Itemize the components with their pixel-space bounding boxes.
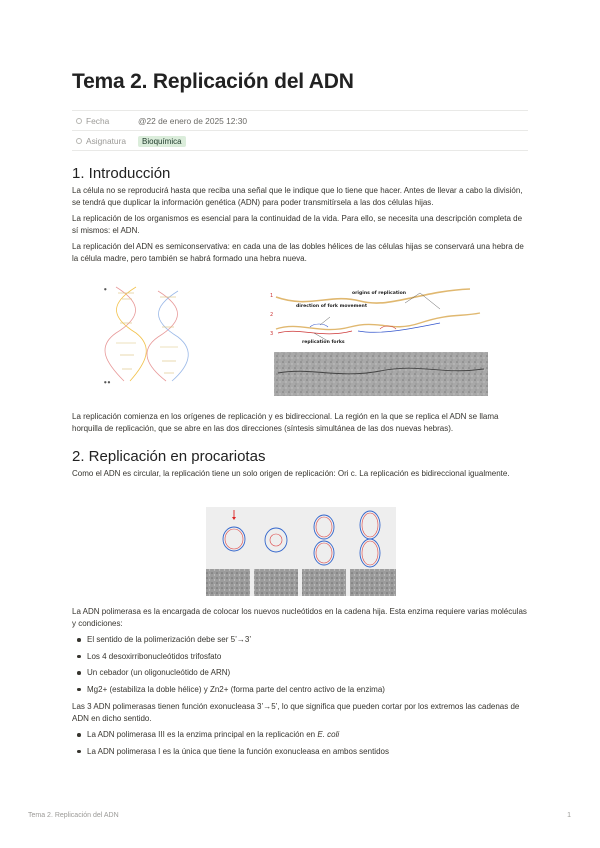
list-item: La ADN polimerasa III es la enzima principal en la replicación en E. coli (72, 729, 528, 746)
property-subject-row[interactable] (72, 130, 528, 151)
list-item: El sentido de la polimerización debe ser 5’→3’ (72, 634, 528, 651)
property-key: Fecha (86, 115, 110, 126)
footer-title: Tema 2. Replicación del ADN (28, 812, 119, 819)
dna-double-helix-image (102, 283, 192, 385)
list-item: Un cebador (un oligonucleótido de ARN) (72, 667, 528, 684)
list-item: La ADN polimerasa I es la única que tiene la función exonucleasa en ambos sentidos (72, 746, 528, 763)
paragraph: Las 3 ADN polimerasas tienen función exonucleasa 3’→5’, lo que significa que pueden cortar por los extremos las cadenas de ADN en dicho sentido. (72, 702, 520, 723)
species-name: E. coli (317, 730, 340, 739)
figure-label-1: 1 (270, 293, 274, 299)
figure-label-direction: direction of fork movement (296, 304, 368, 309)
requirements-list (72, 634, 528, 700)
paragraph: La ADN polimerasa es la encargada de colocar los nuevos nucleótidos en la cadena hija. Esta enzima requiere varias moléculas y condiciones: (72, 607, 527, 628)
subject-tag[interactable]: Bioquímica (138, 136, 186, 147)
figure-label-forks: replication forks (302, 340, 345, 345)
list-item: Los 4 desoxirribonucleótidos trifosfato (72, 651, 528, 668)
property-date-row[interactable] (72, 110, 528, 130)
figure-label-3: 3 (270, 331, 274, 337)
heading-procariotas: 2. Replicación en procariotas (72, 448, 266, 465)
paragraph: La replicación del ADN es semiconservativa: en cada una de las dobles hélices de las células hijas se conservará una hebra de la célula madre, pero también se habrá formado una hebra nueva. (72, 242, 524, 263)
paragraph: Como el ADN es circular, la replicación tiene un solo origen de replicación: Ori c. La replicación es bidireccional igualmente. (72, 469, 510, 478)
list-item: Mg2+ (estabiliza la doble hélice) y Zn2+ (forma parte del centro activo de la enzima) (72, 684, 528, 701)
svg-text:● ●: ● ● (104, 380, 111, 384)
svg-text:●: ● (104, 287, 107, 291)
clock-icon (76, 118, 82, 124)
heading-introduccion: 1. Introducción (72, 165, 171, 182)
replication-forks-image (270, 283, 490, 396)
paragraph: La célula no se reproducirá hasta que reciba una señal que le indique que lo tiene que hacer. Antes de llevar a cabo la división, se tendrá que duplicar la información genética (ADN) para poder transmitírsela a las dos células hijas. (72, 186, 523, 207)
figure-label-origins: origins of replication (352, 291, 407, 296)
paragraph: La replicación de los organismos es esencial para la continuidad de la vida. Para ello, se necesita una descripción completa de sí mismos: el ADN. (72, 214, 523, 235)
properties-table (72, 110, 528, 151)
property-key: Asignatura (86, 135, 127, 146)
page-number: 1 (567, 812, 571, 819)
property-date-value[interactable]: @22 de enero de 2025 12:30 (138, 115, 248, 126)
prokaryote-replication-image (206, 507, 396, 596)
page-title: Tema 2. Replicación del ADN (72, 70, 354, 93)
select-icon (76, 138, 82, 144)
paragraph: La replicación comienza en los orígenes de replicación y es bidireccional. La región en la que se replica el ADN se llama horquilla de replicación, que se abre en las dos direcciones (síntesis simultánea de las dos nuevas hebras). (72, 412, 499, 433)
polymerase-list (72, 729, 528, 762)
figure-label-2: 2 (270, 312, 274, 318)
